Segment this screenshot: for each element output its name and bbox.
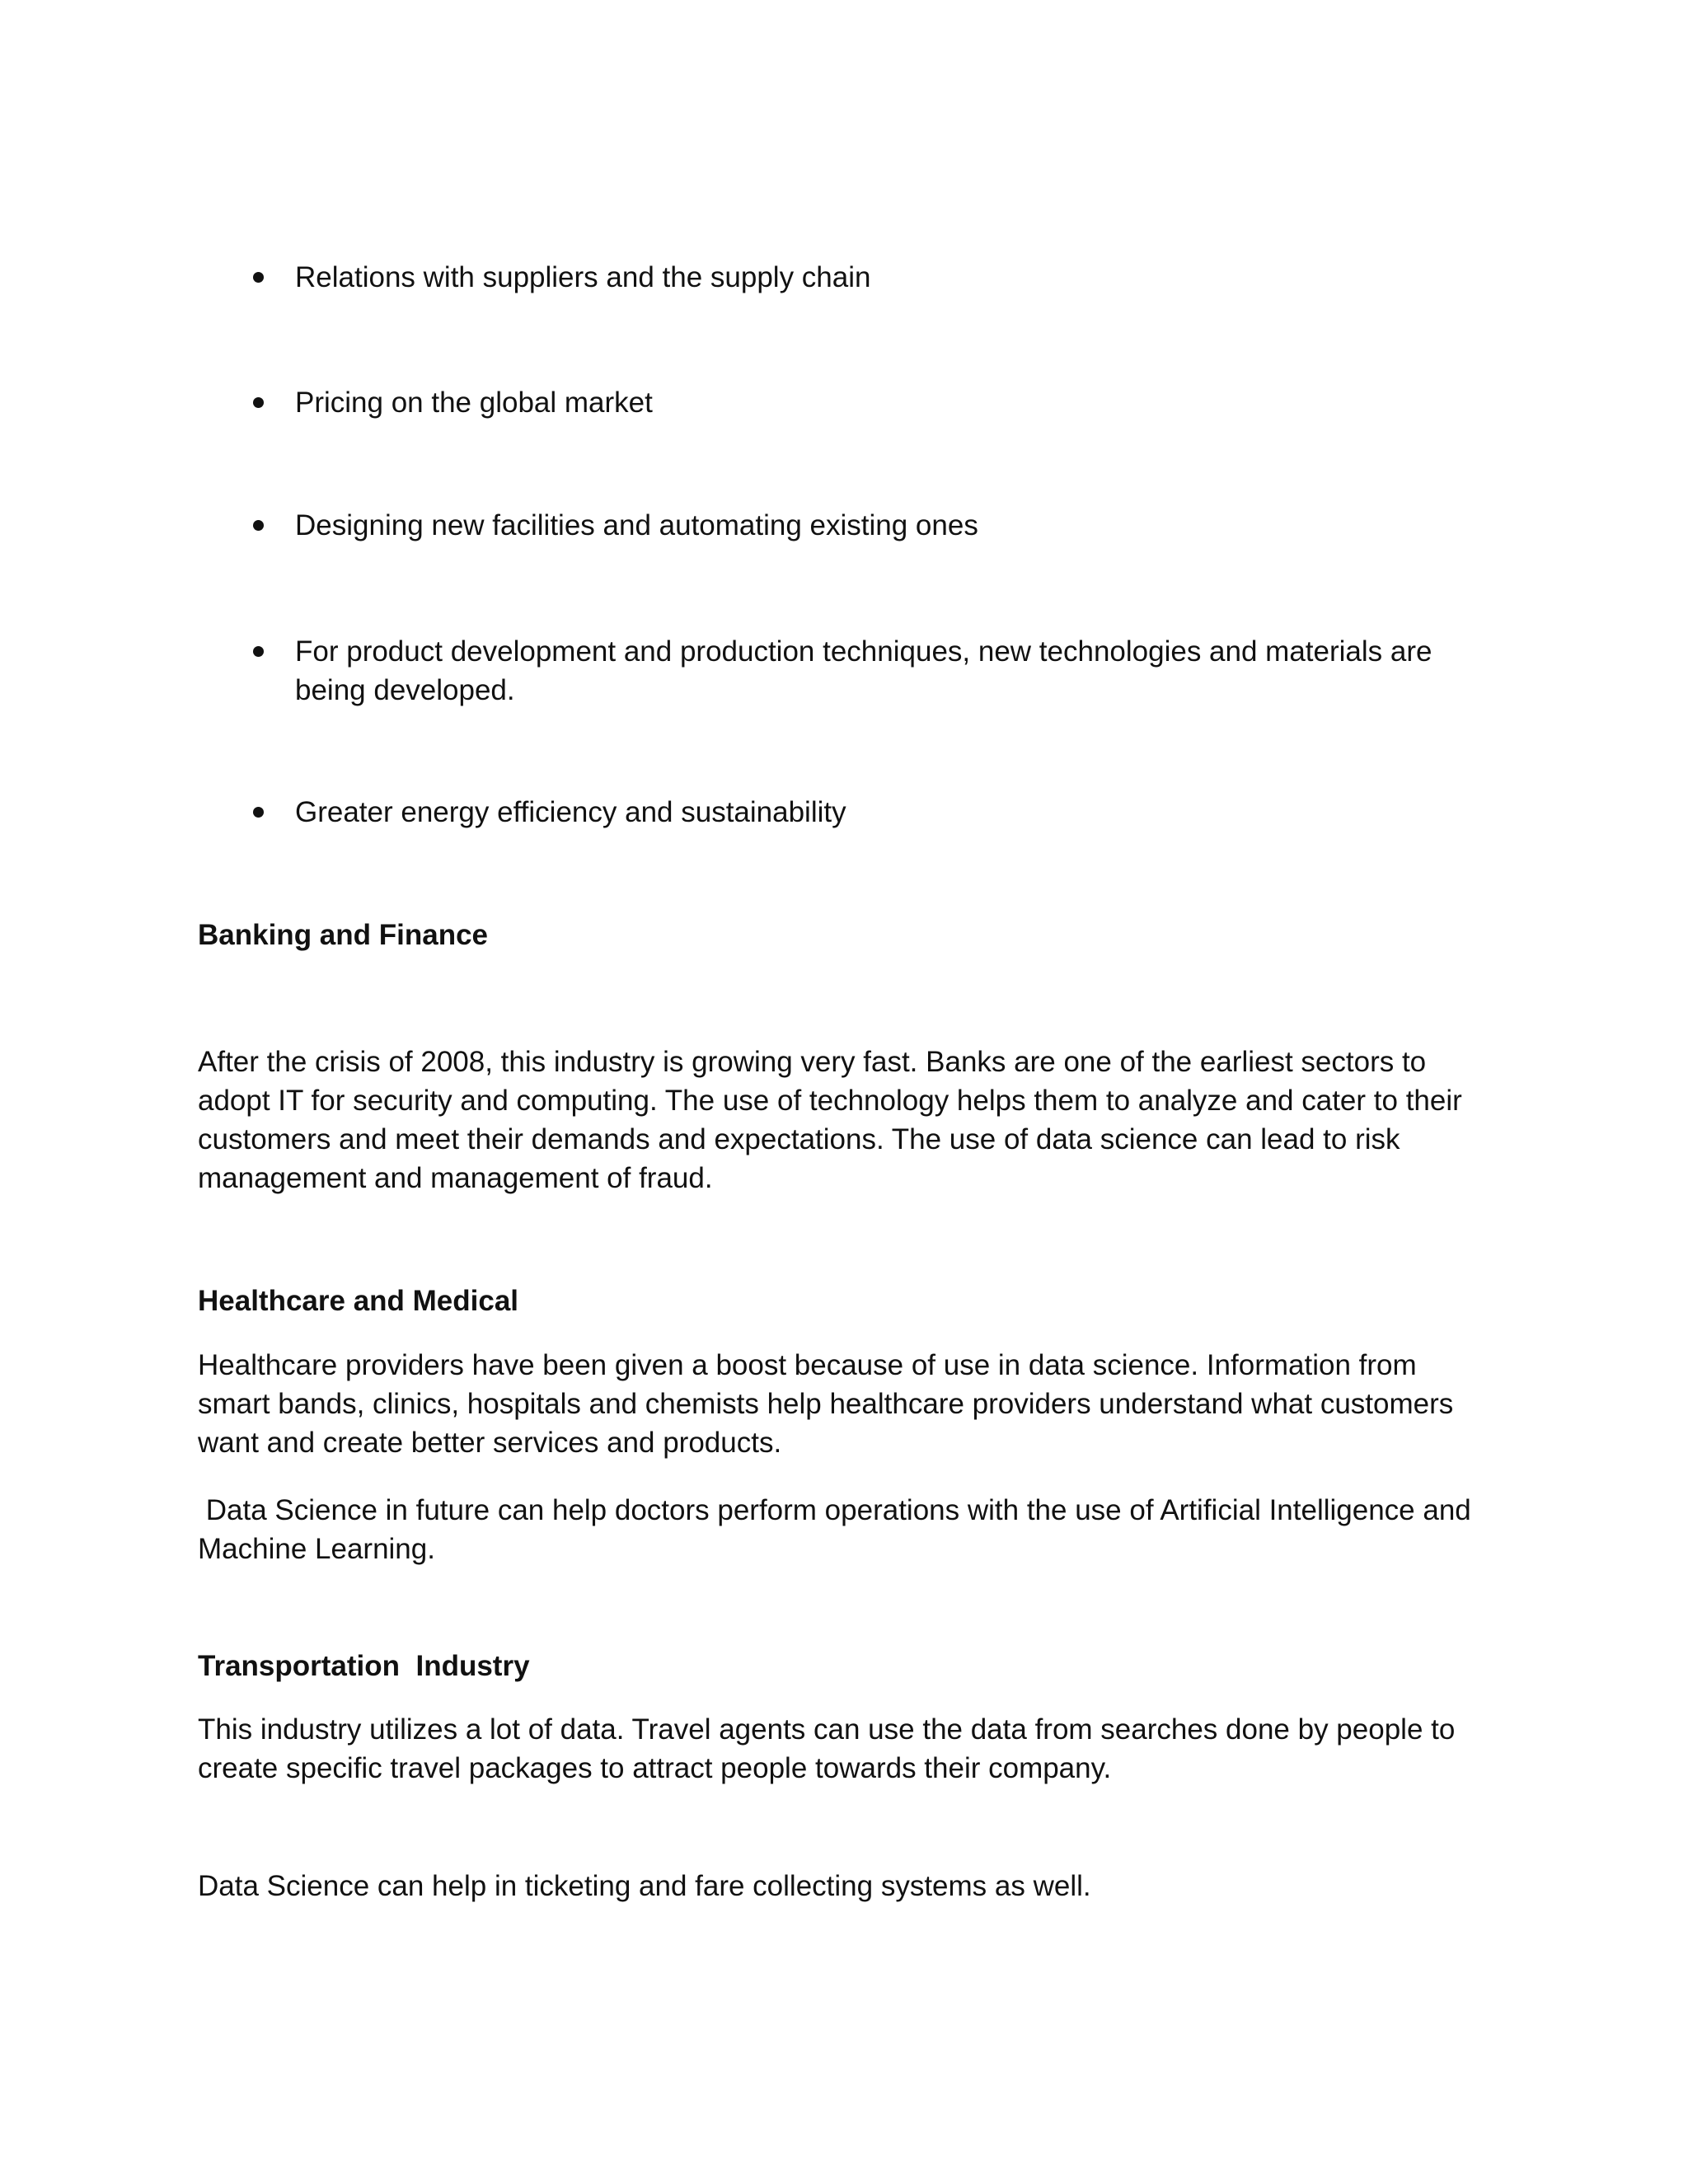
banking-paragraph: After the crisis of 2008, this industry is growing very fast. Banks are one of the earliest sectors to adopt IT for security and computing. The use of technology helps them to analyze and cater to their customers and meet their demands and expectations. The use of data science can lead to risk management and management of fraud. [198,1046,1462,1194]
bullet-text: Relations with suppliers and the supply chain [295,261,871,293]
bullet-item [295,258,1490,297]
bullet-icon [253,807,264,818]
bullet-item [295,383,1490,422]
bullet-icon [253,397,264,408]
bullet-text: Greater energy efficiency and sustainability [295,796,846,828]
section-heading-banking: Banking and Finance [198,919,488,951]
bullet-item [295,793,1490,832]
transportation-paragraph: This industry utilizes a lot of data. Travel agents can use the data from searches done by people to create specific travel packages to attract people towards their company. [198,1713,1456,1784]
transportation-paragraph: Data Science can help in ticketing and fare collecting systems as well. [198,1870,1091,1902]
healthcare-paragraph: Data Science in future can help doctors perform operations with the use of Artificial Intelligence and Machine Learning. [198,1494,1479,1565]
section-heading-transportation: Transportation Industry [198,1650,530,1682]
bullet-item [295,632,1490,710]
bullet-icon [253,272,264,283]
bullet-text: Pricing on the global market [295,387,653,419]
bullet-icon [253,520,264,531]
bullet-icon [253,646,264,657]
bullet-item [295,506,1490,545]
bullet-text: Designing new facilities and automating existing ones [295,509,978,541]
section-heading-healthcare: Healthcare and Medical [198,1285,519,1317]
bullet-text: For product development and production techniques, new technologies and materials are being developed. [295,635,1432,706]
healthcare-paragraph: Healthcare providers have been given a boost because of use in data science. Information from smart bands, clinics, hospitals and chemists help healthcare providers understand what customers want and create better services and products. [198,1349,1454,1459]
